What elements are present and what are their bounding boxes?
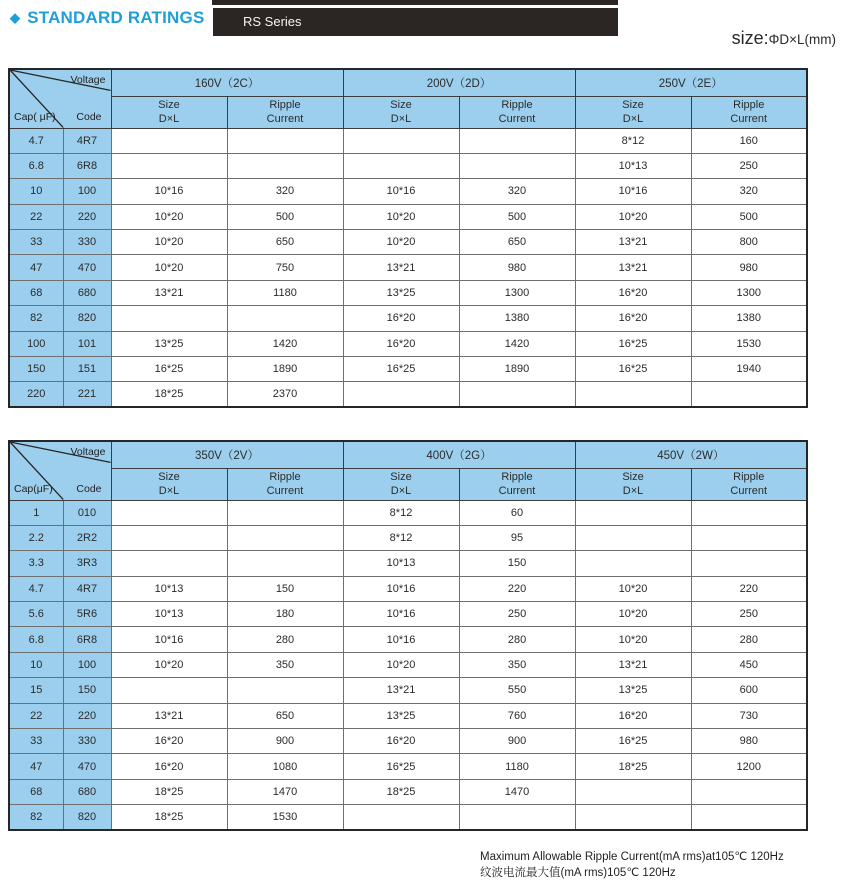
ripple-cell: 320 [227,179,343,204]
ripple-cell [227,551,343,576]
ripple-cell: 500 [227,204,343,229]
size-cell: 10*20 [343,230,459,255]
code-cell: 100 [63,179,111,204]
ripple-cell [459,153,575,178]
size-cell [575,382,691,407]
cap-cell: 4.7 [9,128,63,153]
ripple-cell: 250 [691,602,807,627]
ripple-cell: 95 [459,525,575,550]
size-subheader-line1: Size [158,98,180,111]
size-cell: 10*16 [575,179,691,204]
ripple-cell [227,525,343,550]
size-subheader-line2: D×L [622,485,644,497]
ripple-cell [459,805,575,830]
ripple-cell: 900 [459,729,575,754]
size-subheader [575,96,691,128]
size-cell: 16*25 [111,357,227,382]
size-cell: 10*20 [343,652,459,677]
code-cell: 2R2 [63,525,111,550]
ripple-subheader [459,468,575,500]
ripple-cell: 600 [691,678,807,703]
size-cell: 16*20 [575,306,691,331]
size-cell: 10*13 [111,602,227,627]
corner-header-cell [9,441,111,500]
code-cell: 330 [63,729,111,754]
size-cell: 13*25 [343,280,459,305]
size-cell [575,525,691,550]
ripple-cell: 750 [227,255,343,280]
ripple-cell: 1300 [459,280,575,305]
size-cell [575,551,691,576]
page-title [10,8,205,28]
table-row [9,525,807,550]
ripple-cell: 150 [459,551,575,576]
ripple-cell: 320 [691,179,807,204]
ripple-cell: 900 [227,729,343,754]
size-cell: 10*20 [111,230,227,255]
size-note-prefix: size: [731,28,769,48]
table-row [9,204,807,229]
size-cell [575,779,691,804]
size-cell: 10*13 [111,576,227,601]
corner-cap-label: Cap( μF) [14,110,56,123]
ripple-cell: 800 [691,230,807,255]
table-row [9,382,807,407]
cap-cell: 150 [9,357,63,382]
ripple-cell: 1200 [691,754,807,779]
ripple-subheader [459,96,575,128]
size-cell: 16*25 [575,357,691,382]
size-cell [111,525,227,550]
size-subheader-line1: Size [158,470,180,483]
size-cell [575,500,691,525]
cap-cell: 15 [9,678,63,703]
size-subheader [111,96,227,128]
cap-cell: 10 [9,652,63,677]
cap-cell: 4.7 [9,576,63,601]
code-cell: 3R3 [63,551,111,576]
code-cell: 680 [63,779,111,804]
size-cell: 16*20 [343,306,459,331]
ripple-cell: 150 [227,576,343,601]
size-cell: 10*20 [575,602,691,627]
table-row [9,729,807,754]
ripple-cell: 1470 [459,779,575,804]
voltage-header-350v: 350V（2V） [111,441,343,468]
ripple-cell: 1180 [459,754,575,779]
size-cell: 16*25 [575,729,691,754]
corner-cap-label: Cap(μF) [14,482,53,495]
ripple-cell [691,382,807,407]
ripple-cell: 650 [227,230,343,255]
table-row [9,602,807,627]
ripple-subheader-line1: Ripple [269,470,301,483]
ripple-cell [691,779,807,804]
table-row [9,500,807,525]
voltage-header-250v: 250V（2E） [575,69,807,96]
cap-cell: 33 [9,729,63,754]
ripple-cell: 730 [691,703,807,728]
code-cell: 221 [63,382,111,407]
size-subheader-line1: Size [390,470,412,483]
cap-cell: 33 [9,230,63,255]
size-subheader-line1: Size [622,470,644,483]
size-cell: 18*25 [111,779,227,804]
size-cell: 16*20 [111,754,227,779]
size-cell: 13*25 [575,678,691,703]
cap-cell: 82 [9,306,63,331]
table-row [9,805,807,830]
size-cell: 10*16 [111,179,227,204]
ratings-table-1-wrapper [8,68,808,408]
code-cell: 6R8 [63,153,111,178]
table-row [9,678,807,703]
corner-voltage-label: Voltage [70,74,106,86]
ripple-cell: 220 [459,576,575,601]
table-row [9,652,807,677]
size-subheader-line2: D×L [390,113,412,125]
size-cell: 10*20 [575,204,691,229]
ripple-cell [227,128,343,153]
ripple-cell [459,382,575,407]
ripple-cell [691,551,807,576]
code-cell: 150 [63,678,111,703]
ripple-cell [227,500,343,525]
size-cell [111,678,227,703]
ripple-subheader-line2: Current [498,485,536,497]
ripple-cell [227,306,343,331]
size-cell [111,551,227,576]
ripple-cell: 1380 [691,306,807,331]
cap-cell: 47 [9,754,63,779]
size-subheader-line2: D×L [622,113,644,125]
ripple-cell: 500 [459,204,575,229]
table-row [9,627,807,652]
ripple-cell: 1300 [691,280,807,305]
table-row [9,230,807,255]
size-cell: 16*25 [343,754,459,779]
table-row [9,179,807,204]
ripple-cell: 1530 [227,805,343,830]
cap-cell: 2.2 [9,525,63,550]
ripple-subheader-line1: Ripple [733,470,765,483]
footer-line-english: Maximum Allowable Ripple Current(mA rms)at105℃ 120Hz [480,851,784,863]
code-cell: 220 [63,703,111,728]
code-cell: 680 [63,280,111,305]
header-black-strip [212,0,618,5]
size-cell: 13*21 [343,255,459,280]
ripple-cell [691,525,807,550]
ripple-subheader-line1: Ripple [733,98,765,111]
size-subheader [575,468,691,500]
ripple-cell: 320 [459,179,575,204]
ripple-subheader-line2: Current [730,485,768,497]
corner-code-label: Code [76,110,102,123]
table-row [9,703,807,728]
size-cell: 10*20 [575,576,691,601]
code-cell: 010 [63,500,111,525]
code-cell: 151 [63,357,111,382]
cap-cell: 3.3 [9,551,63,576]
size-cell: 13*25 [111,331,227,356]
ripple-cell [691,500,807,525]
size-cell: 10*20 [111,652,227,677]
size-cell: 10*20 [343,204,459,229]
ripple-subheader [691,96,807,128]
size-cell: 16*20 [343,729,459,754]
table-row [9,255,807,280]
size-cell: 16*25 [343,357,459,382]
size-cell: 13*21 [343,678,459,703]
size-cell: 13*21 [111,703,227,728]
ripple-cell: 280 [691,627,807,652]
ripple-cell: 450 [691,652,807,677]
ripple-subheader-line1: Ripple [501,470,533,483]
code-cell: 820 [63,805,111,830]
code-cell: 4R7 [63,128,111,153]
size-cell: 8*12 [343,525,459,550]
voltage-header-160v: 160V（2C） [111,69,343,96]
cap-cell: 6.8 [9,627,63,652]
ripple-subheader-line2: Current [730,113,768,125]
size-cell: 16*20 [343,331,459,356]
size-cell: 8*12 [343,500,459,525]
size-subheader-line2: D×L [390,485,412,497]
ripple-cell: 250 [459,602,575,627]
code-cell: 330 [63,230,111,255]
cap-cell: 1 [9,500,63,525]
size-subheader [111,468,227,500]
size-subheader-line1: Size [390,98,412,111]
ripple-cell: 1080 [227,754,343,779]
cap-cell: 220 [9,382,63,407]
ripple-cell: 1890 [227,357,343,382]
ripple-cell: 2370 [227,382,343,407]
table-row [9,779,807,804]
ripple-cell: 350 [459,652,575,677]
ripple-subheader-line2: Current [266,485,304,497]
ripple-cell: 220 [691,576,807,601]
ripple-subheader [227,468,343,500]
table-row [9,576,807,601]
ripple-subheader-line1: Ripple [501,98,533,111]
ratings-table-1 [8,68,808,408]
ripple-cell: 980 [691,255,807,280]
size-cell: 13*25 [343,703,459,728]
size-cell [111,153,227,178]
code-cell: 100 [63,652,111,677]
footer-line-chinese: 纹波电流最大值(mA rms)105℃ 120Hz [480,867,676,879]
size-subheader-line2: D×L [158,113,180,125]
size-cell: 16*25 [575,331,691,356]
table-row [9,153,807,178]
size-cell: 13*21 [575,652,691,677]
code-cell: 470 [63,255,111,280]
table-row [9,754,807,779]
size-note [732,28,836,49]
code-cell: 220 [63,204,111,229]
size-cell: 18*25 [111,805,227,830]
size-cell: 10*20 [111,255,227,280]
size-subheader [343,96,459,128]
ripple-cell: 650 [227,703,343,728]
table-row [9,306,807,331]
diamond-icon: ◆ [10,10,21,25]
size-cell: 10*13 [575,153,691,178]
ripple-cell [691,805,807,830]
cap-cell: 68 [9,779,63,804]
size-cell: 13*21 [575,230,691,255]
ripple-cell: 760 [459,703,575,728]
size-cell: 18*25 [575,754,691,779]
size-cell: 13*21 [575,255,691,280]
code-cell: 6R8 [63,627,111,652]
ripple-subheader-line2: Current [498,113,536,125]
size-cell: 10*16 [343,179,459,204]
size-cell [575,805,691,830]
ripple-cell: 160 [691,128,807,153]
ripple-cell [227,678,343,703]
voltage-header-200v: 200V（2D） [343,69,575,96]
size-cell: 10*13 [343,551,459,576]
cap-cell: 68 [9,280,63,305]
code-cell: 5R6 [63,602,111,627]
ripple-cell: 280 [227,627,343,652]
size-cell: 10*16 [111,627,227,652]
ripple-cell: 1420 [227,331,343,356]
table-row [9,551,807,576]
size-cell [111,306,227,331]
size-note-detail: ΦD×L(mm) [768,32,836,47]
size-cell [343,128,459,153]
size-cell: 10*20 [111,204,227,229]
size-cell: 10*16 [343,627,459,652]
table-row [9,357,807,382]
ripple-subheader [691,468,807,500]
ripple-subheader-line1: Ripple [269,98,301,111]
size-cell: 18*25 [343,779,459,804]
ripple-cell: 180 [227,602,343,627]
size-cell: 16*20 [111,729,227,754]
corner-voltage-label: Voltage [70,446,106,458]
cap-cell: 47 [9,255,63,280]
ripple-cell: 1420 [459,331,575,356]
cap-cell: 6.8 [9,153,63,178]
ripple-cell: 500 [691,204,807,229]
table-row [9,280,807,305]
size-subheader-line1: Size [622,98,644,111]
ripple-cell: 650 [459,230,575,255]
ripple-cell: 1530 [691,331,807,356]
ripple-cell: 1470 [227,779,343,804]
size-cell: 10*20 [575,627,691,652]
cap-cell: 100 [9,331,63,356]
ripple-cell: 1940 [691,357,807,382]
ripple-cell: 550 [459,678,575,703]
ripple-cell: 1380 [459,306,575,331]
ripple-cell: 250 [691,153,807,178]
size-cell: 10*16 [343,576,459,601]
code-cell: 820 [63,306,111,331]
size-cell [343,382,459,407]
size-cell: 18*25 [111,382,227,407]
ripple-cell [459,128,575,153]
cap-cell: 82 [9,805,63,830]
size-cell: 8*12 [575,128,691,153]
size-cell [111,500,227,525]
code-cell: 101 [63,331,111,356]
cap-cell: 22 [9,703,63,728]
voltage-header-450v: 450V（2W） [575,441,807,468]
ripple-cell: 1180 [227,280,343,305]
cap-cell: 5.6 [9,602,63,627]
ripple-cell: 60 [459,500,575,525]
cap-cell: 10 [9,179,63,204]
corner-code-label: Code [76,482,102,495]
ripple-cell: 280 [459,627,575,652]
ripple-subheader [227,96,343,128]
ripple-cell: 350 [227,652,343,677]
corner-header-cell [9,69,111,128]
size-subheader-line2: D×L [158,485,180,497]
size-cell: 16*20 [575,703,691,728]
ripple-cell: 980 [459,255,575,280]
ratings-table-2-wrapper [8,440,808,831]
code-cell: 4R7 [63,576,111,601]
series-badge: RS Series [213,8,618,36]
size-cell [111,128,227,153]
size-cell: 16*20 [575,280,691,305]
page-title-text: STANDARD RATINGS [27,8,205,27]
footer-note [480,849,784,881]
ripple-subheader-line2: Current [266,113,304,125]
ratings-table-2 [8,440,808,831]
table-row [9,331,807,356]
cap-cell: 22 [9,204,63,229]
table-row [9,128,807,153]
ripple-cell [227,153,343,178]
size-cell [343,153,459,178]
voltage-header-400v: 400V（2G） [343,441,575,468]
size-cell: 13*21 [111,280,227,305]
size-subheader [343,468,459,500]
ripple-cell: 980 [691,729,807,754]
ripple-cell: 1890 [459,357,575,382]
size-cell [343,805,459,830]
size-cell: 10*16 [343,602,459,627]
code-cell: 470 [63,754,111,779]
